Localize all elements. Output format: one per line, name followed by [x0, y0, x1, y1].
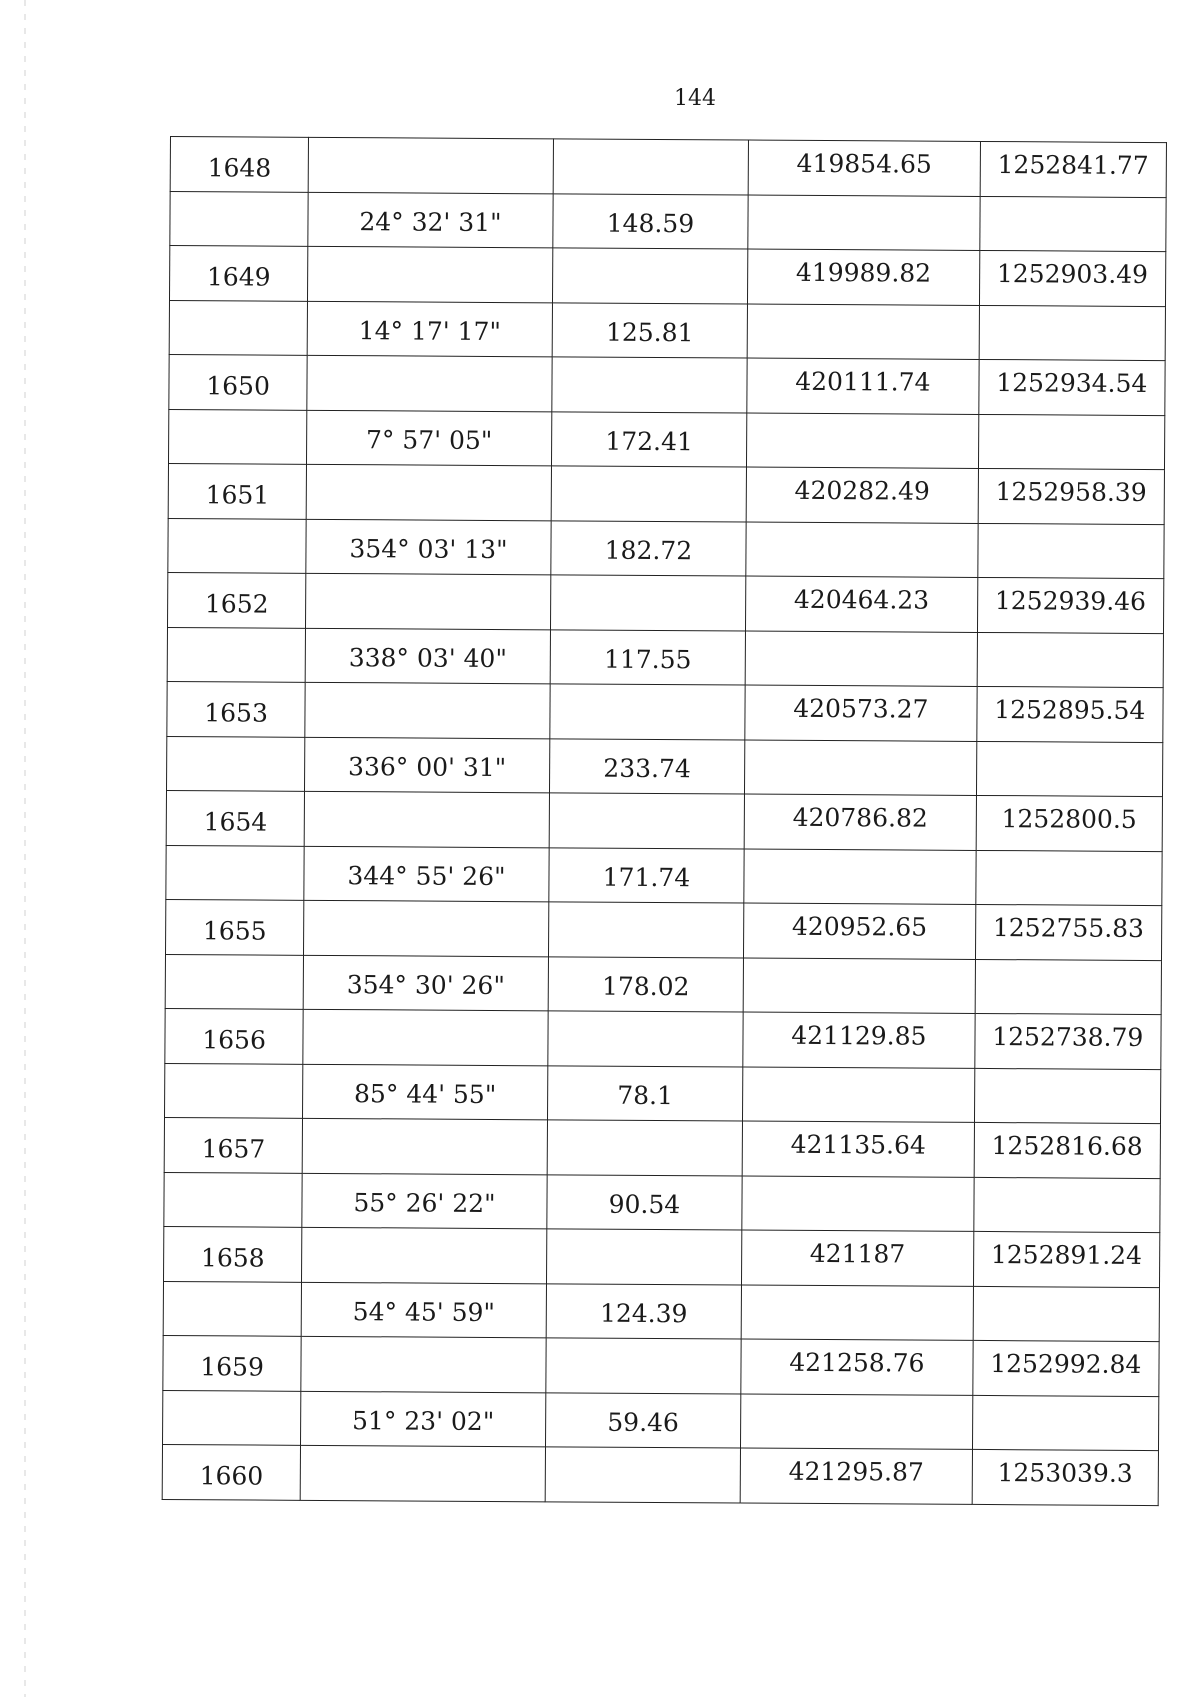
distance-cell [548, 1011, 744, 1067]
station-id-value: 1656 [202, 1025, 267, 1055]
station-id-value: 1651 [205, 480, 270, 510]
northing-cell [747, 413, 979, 469]
easting-cell [972, 1340, 1159, 1396]
bearing-value: 51° 23' 02" [351, 1405, 495, 1436]
easting-value: 1252958.39 [995, 477, 1147, 508]
distance-cell [550, 575, 746, 631]
northing-cell [748, 140, 980, 196]
distance-cell [548, 902, 744, 958]
northing-value: 420464.23 [793, 585, 930, 615]
traverse-leg-row [164, 1172, 1160, 1233]
station-row [166, 790, 1162, 851]
distance-value: 172.41 [605, 426, 693, 456]
easting-cell [976, 795, 1163, 851]
traverse-leg-row [168, 409, 1164, 470]
northing-value: 421295.87 [788, 1457, 924, 1487]
northing-value: 420282.49 [794, 476, 930, 506]
bearing-cell [307, 301, 552, 357]
distance-cell [553, 139, 749, 195]
easting-cell [974, 1122, 1161, 1178]
bearing-cell [307, 410, 552, 466]
easting-cell [972, 1395, 1159, 1451]
traverse-leg-row [163, 1281, 1159, 1342]
distance-value: 59.46 [607, 1407, 679, 1437]
scan-edge-mark [24, 0, 26, 1697]
bearing-value: 338° 03' 40" [348, 642, 507, 673]
station-id-cell [168, 518, 307, 573]
station-id-cell [165, 954, 304, 1009]
bearing-value: 14° 17' 17" [358, 315, 502, 346]
station-id-cell [170, 137, 309, 192]
northing-value: 421135.64 [790, 1130, 926, 1160]
station-id-value: 1660 [199, 1461, 264, 1491]
easting-cell [975, 959, 1162, 1015]
distance-value: 182.72 [604, 535, 693, 565]
distance-cell [545, 1392, 741, 1448]
distance-value: 117.55 [603, 644, 692, 674]
distance-cell [549, 738, 745, 794]
station-row [168, 463, 1164, 524]
bearing-cell [308, 192, 553, 248]
station-id-cell [168, 409, 307, 464]
bearing-cell [303, 1064, 548, 1120]
traverse-leg-row [168, 518, 1164, 579]
northing-value: 420786.82 [792, 803, 928, 833]
northing-cell [741, 1339, 973, 1395]
station-row [169, 246, 1165, 307]
station-row [163, 1335, 1159, 1396]
station-id-cell [164, 1172, 303, 1227]
northing-cell [742, 1230, 974, 1286]
bearing-cell [302, 1118, 547, 1174]
easting-cell [973, 1286, 1160, 1342]
bearing-value: 354° 30' 26" [346, 969, 505, 1000]
easting-cell [978, 359, 1165, 415]
northing-cell [744, 794, 976, 850]
bearing-cell [304, 791, 549, 847]
northing-value: 420952.65 [791, 912, 928, 942]
northing-cell [745, 685, 977, 741]
station-id-value: 1648 [207, 153, 272, 183]
distance-value: 90.54 [608, 1189, 681, 1219]
traverse-leg-row [167, 736, 1163, 797]
station-id-value: 1657 [201, 1134, 266, 1164]
northing-cell [747, 358, 979, 414]
station-id-cell [163, 1335, 302, 1390]
easting-cell [979, 196, 1166, 252]
easting-value: 1253039.3 [997, 1458, 1133, 1489]
station-id-cell [163, 1281, 302, 1336]
station-id-cell [164, 1117, 303, 1172]
distance-cell [547, 1120, 743, 1176]
distance-cell [552, 302, 748, 358]
easting-value: 1252903.49 [996, 259, 1149, 290]
distance-cell [552, 248, 748, 304]
bearing-cell [305, 682, 550, 738]
distance-cell [550, 684, 746, 740]
station-row [170, 137, 1166, 198]
station-row [162, 1444, 1158, 1505]
station-id-cell [167, 681, 306, 736]
easting-cell [972, 1449, 1159, 1505]
station-id-value: 1654 [203, 807, 268, 837]
distance-cell [551, 520, 747, 576]
distance-cell [547, 1174, 743, 1230]
station-id-value: 1652 [204, 589, 269, 619]
northing-cell [748, 195, 980, 251]
station-id-value: 1659 [200, 1352, 265, 1382]
station-id-cell [166, 899, 305, 954]
distance-cell [546, 1338, 742, 1394]
traverse-leg-row [165, 954, 1161, 1015]
bearing-value: 354° 03' 13" [349, 533, 508, 564]
distance-cell [546, 1283, 742, 1339]
distance-cell [553, 193, 749, 249]
easting-cell [975, 904, 1162, 960]
easting-cell [980, 141, 1167, 197]
station-id-cell [168, 572, 307, 627]
survey-coordinates-table [162, 136, 1167, 1506]
bearing-cell [305, 628, 550, 684]
distance-cell [551, 466, 747, 522]
northing-value: 420573.27 [793, 694, 929, 724]
distance-cell [548, 956, 744, 1012]
northing-cell [744, 903, 976, 959]
station-row [166, 899, 1162, 960]
easting-value: 1252800.5 [1001, 804, 1137, 835]
station-id-cell [167, 627, 306, 682]
northing-cell [743, 1012, 975, 1068]
easting-cell [974, 1013, 1161, 1069]
station-row [164, 1117, 1160, 1178]
northing-cell [744, 849, 976, 905]
northing-value: 420111.74 [795, 367, 931, 397]
easting-cell [973, 1231, 1160, 1287]
distance-cell [546, 1229, 742, 1285]
easting-value: 1252816.68 [991, 1131, 1143, 1162]
easting-value: 1252841.77 [997, 150, 1149, 181]
northing-cell [745, 631, 977, 687]
northing-cell [741, 1394, 973, 1450]
station-row [169, 354, 1165, 415]
easting-value: 1252755.83 [992, 913, 1145, 944]
bearing-cell [308, 246, 553, 302]
station-id-cell [168, 463, 307, 518]
easting-cell [979, 305, 1166, 361]
bearing-cell [307, 355, 552, 411]
traverse-leg-row [169, 300, 1165, 361]
distance-value: 178.02 [601, 971, 690, 1001]
bearing-cell [300, 1445, 545, 1501]
station-id-value: 1653 [204, 698, 269, 728]
station-id-cell [163, 1390, 302, 1445]
bearing-cell [306, 464, 551, 520]
bearing-value: 54° 45' 59" [352, 1296, 496, 1327]
bearing-value: 344° 55' 26" [347, 860, 506, 891]
northing-cell [741, 1285, 973, 1341]
northing-value: 421129.85 [791, 1021, 927, 1051]
station-id-cell [167, 736, 306, 791]
easting-value: 1252891.24 [990, 1240, 1143, 1271]
distance-cell [547, 1065, 743, 1121]
traverse-leg-row [163, 1390, 1159, 1451]
station-id-cell [165, 1008, 304, 1063]
station-id-value: 1650 [206, 371, 270, 401]
bearing-cell [303, 955, 548, 1011]
easting-value: 1252934.54 [996, 368, 1148, 399]
distance-cell [552, 357, 748, 413]
bearing-value: 336° 00' 31" [348, 751, 507, 782]
bearing-cell [301, 1391, 546, 1447]
northing-cell [747, 304, 979, 360]
bearing-value: 55° 26' 22" [353, 1187, 496, 1218]
easting-cell [976, 741, 1163, 797]
distance-value: 233.74 [603, 753, 691, 783]
bearing-value: 7° 57' 05" [365, 424, 493, 455]
bearing-cell [306, 519, 551, 575]
easting-cell [979, 250, 1166, 306]
station-id-cell [169, 300, 308, 355]
northing-cell [742, 1176, 974, 1232]
bearing-cell [304, 900, 549, 956]
easting-cell [974, 1068, 1161, 1124]
easting-cell [977, 523, 1164, 579]
station-id-cell [165, 1063, 304, 1118]
bearing-value: 24° 32' 31" [359, 206, 502, 237]
bearing-cell [304, 846, 549, 902]
easting-value: 1252738.79 [992, 1022, 1144, 1053]
northing-cell [743, 1067, 975, 1123]
northing-value: 421187 [809, 1239, 906, 1269]
survey-table-body [162, 137, 1166, 1506]
easting-cell [977, 632, 1164, 688]
northing-cell [742, 1121, 974, 1177]
northing-value: 419854.65 [796, 149, 932, 179]
easting-cell [978, 414, 1165, 470]
page-number: 144 [674, 86, 716, 111]
bearing-cell [303, 1009, 548, 1065]
easting-cell [976, 686, 1163, 742]
station-row [165, 1008, 1161, 1069]
northing-cell [746, 522, 978, 578]
station-id-cell [166, 790, 305, 845]
distance-value: 124.39 [599, 1298, 688, 1328]
distance-cell [551, 411, 747, 467]
traverse-leg-row [170, 191, 1166, 252]
station-id-cell [170, 191, 309, 246]
northing-cell [746, 576, 978, 632]
station-id-value: 1655 [202, 916, 267, 946]
distance-value: 171.74 [602, 862, 691, 892]
bearing-cell [308, 137, 553, 193]
distance-value: 78.1 [617, 1080, 674, 1110]
station-id-cell [164, 1226, 303, 1281]
northing-value: 419989.82 [795, 258, 932, 288]
station-id-cell [169, 246, 308, 301]
distance-value: 148.59 [606, 208, 695, 238]
northing-cell [745, 740, 977, 796]
northing-value: 421258.76 [789, 1348, 925, 1378]
bearing-cell [301, 1336, 546, 1392]
station-row [167, 681, 1163, 742]
distance-cell [549, 847, 745, 903]
station-id-cell [169, 354, 308, 409]
easting-value: 1252895.54 [994, 695, 1146, 726]
northing-cell [740, 1448, 972, 1504]
easting-cell [975, 850, 1162, 906]
station-id-value: 1658 [200, 1243, 265, 1273]
distance-cell [550, 629, 746, 685]
station-id-value: 1649 [206, 262, 271, 292]
northing-cell [746, 467, 978, 523]
bearing-cell [301, 1282, 546, 1338]
station-row [164, 1226, 1160, 1287]
traverse-leg-row [166, 845, 1162, 906]
easting-value: 1252939.46 [994, 586, 1147, 617]
northing-cell [743, 958, 975, 1014]
distance-value: 125.81 [605, 317, 694, 347]
distance-cell [545, 1447, 741, 1503]
bearing-cell [302, 1173, 547, 1229]
traverse-leg-row [167, 627, 1163, 688]
northing-cell [748, 249, 980, 305]
station-id-cell [166, 845, 305, 900]
easting-cell [977, 577, 1164, 633]
easting-cell [978, 468, 1165, 524]
distance-cell [549, 793, 745, 849]
station-row [168, 572, 1164, 633]
easting-cell [973, 1177, 1160, 1233]
bearing-cell [306, 573, 551, 629]
bearing-cell [302, 1227, 547, 1283]
bearing-cell [305, 737, 550, 793]
traverse-leg-row [165, 1063, 1161, 1124]
bearing-value: 85° 44' 55" [353, 1078, 497, 1109]
easting-value: 1252992.84 [990, 1349, 1142, 1380]
station-id-cell [162, 1444, 301, 1499]
